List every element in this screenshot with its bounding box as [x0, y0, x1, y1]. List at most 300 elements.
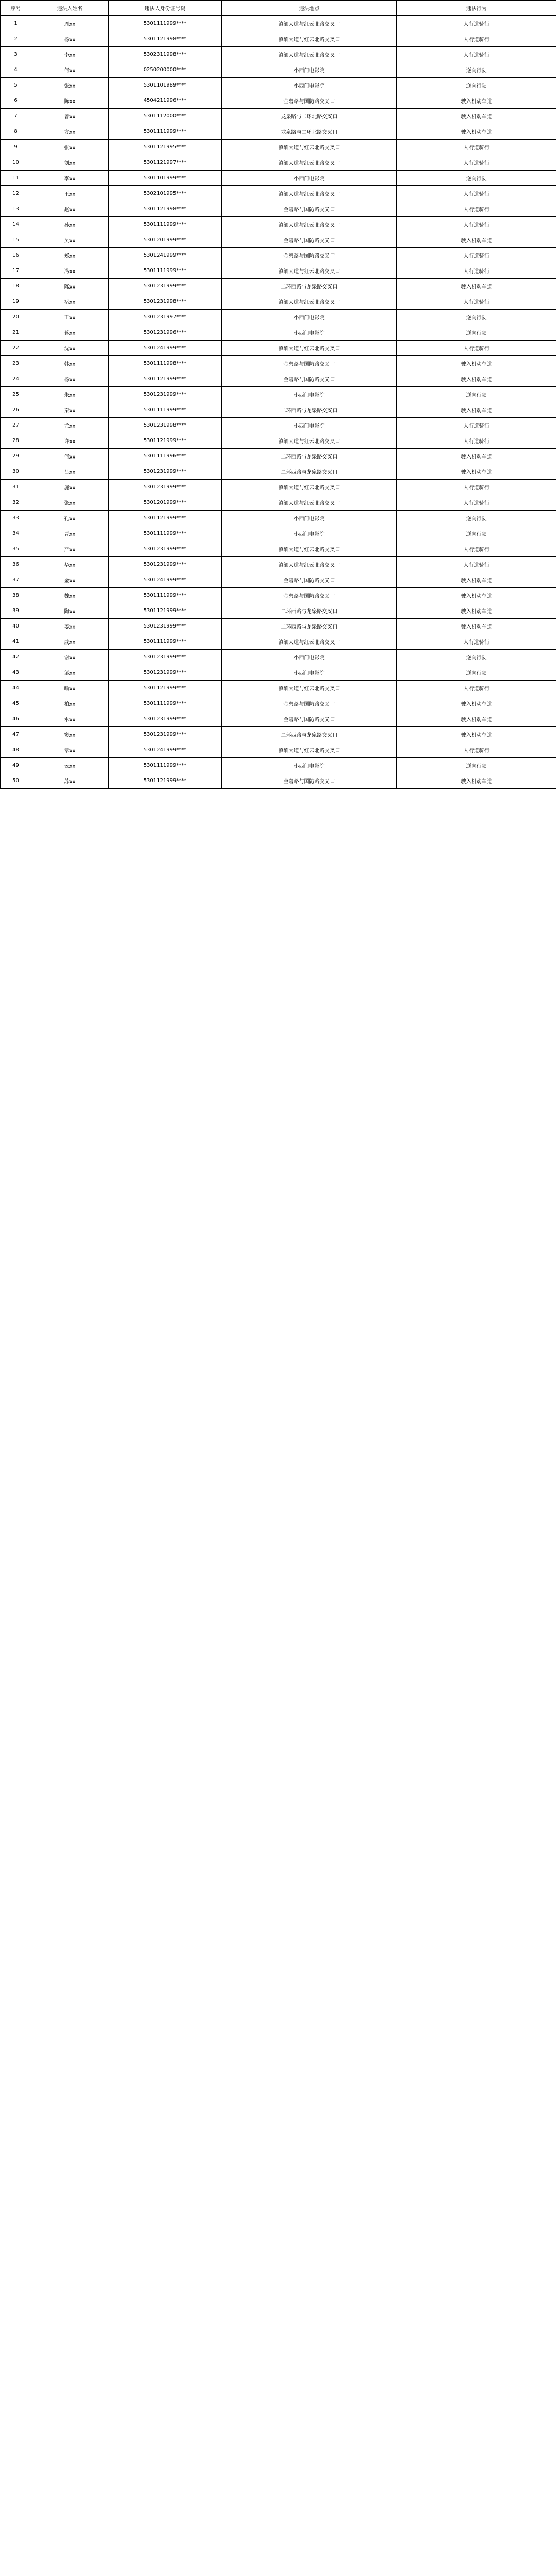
cell-violation-behavior: 驶入机动车道: [397, 93, 556, 109]
cell-violation-behavior: 驶入机动车道: [397, 232, 556, 248]
cell-violator-name: 方xx: [31, 124, 109, 140]
cell-violation-location: 金碧路与国防路交叉口: [222, 248, 397, 263]
cell-violator-id-number: 5301101999****: [109, 171, 222, 186]
cell-violator-name: 孔xx: [31, 511, 109, 526]
cell-violation-behavior: 人行道骑行: [397, 248, 556, 263]
cell-violation-location: 小西门电影院: [222, 526, 397, 541]
cell-violator-name: 何xx: [31, 449, 109, 464]
header-violator-name: 违法人姓名: [31, 1, 109, 16]
header-row: [1, 1, 556, 16]
cell-violator-id-number: 5301231998****: [109, 418, 222, 433]
table-row: [1, 387, 556, 402]
header-violation-behavior: 违法行为: [397, 1, 556, 16]
cell-violator-name: 谢xx: [31, 650, 109, 665]
cell-violator-id-number: 5301121995****: [109, 140, 222, 155]
cell-violation-location: 小西门电影院: [222, 511, 397, 526]
cell-violator-id-number: 5301111999****: [109, 402, 222, 418]
table-body: [1, 16, 556, 789]
cell-index: 15: [1, 232, 31, 248]
cell-violator-name: 张xx: [31, 140, 109, 155]
cell-violator-name: 章xx: [31, 742, 109, 758]
cell-index: 30: [1, 464, 31, 480]
table-row: [1, 78, 556, 93]
cell-violator-id-number: 5301241999****: [109, 742, 222, 758]
table-row: [1, 232, 556, 248]
cell-violation-location: 滇缅大道与红云北路交叉口: [222, 155, 397, 171]
cell-violation-behavior: 人行道骑行: [397, 217, 556, 232]
table-row: [1, 402, 556, 418]
cell-violator-id-number: 5301201999****: [109, 232, 222, 248]
cell-violator-name: 郑xx: [31, 248, 109, 263]
cell-violator-name: 李xx: [31, 47, 109, 62]
cell-violation-behavior: 人行道骑行: [397, 433, 556, 449]
cell-violation-location: 小西门电影院: [222, 78, 397, 93]
cell-violator-name: 陶xx: [31, 603, 109, 619]
cell-violator-id-number: 5301231999****: [109, 279, 222, 294]
cell-violation-location: 金碧路与国防路交叉口: [222, 696, 397, 711]
cell-violator-name: 孙xx: [31, 217, 109, 232]
cell-violation-behavior: 逆向行驶: [397, 325, 556, 341]
cell-violation-location: 金碧路与国防路交叉口: [222, 356, 397, 371]
cell-violator-id-number: 5301111998****: [109, 356, 222, 371]
table-row: [1, 603, 556, 619]
table-row: [1, 186, 556, 201]
table-row: [1, 588, 556, 603]
cell-violator-id-number: 5301241999****: [109, 248, 222, 263]
cell-violator-id-number: 5301231999****: [109, 711, 222, 727]
table-row: [1, 665, 556, 681]
cell-violation-location: 小西门电影院: [222, 171, 397, 186]
cell-index: 42: [1, 650, 31, 665]
cell-violation-behavior: 人行道骑行: [397, 742, 556, 758]
cell-violation-location: 二环西路与龙泉路交叉口: [222, 402, 397, 418]
cell-violator-name: 杨xx: [31, 371, 109, 387]
cell-violator-id-number: 5301111999****: [109, 124, 222, 140]
cell-violator-id-number: 5301241999****: [109, 341, 222, 356]
cell-violator-name: 何xx: [31, 62, 109, 78]
cell-violation-behavior: 逆向行驶: [397, 387, 556, 402]
cell-violator-name: 周xx: [31, 16, 109, 31]
cell-violation-behavior: 人行道骑行: [397, 201, 556, 217]
cell-index: 46: [1, 711, 31, 727]
cell-violation-location: 滇缅大道与红云北路交叉口: [222, 263, 397, 279]
cell-violation-location: 二环西路与龙泉路交叉口: [222, 603, 397, 619]
table-row: [1, 140, 556, 155]
cell-violation-location: 小西门电影院: [222, 310, 397, 325]
cell-index: 8: [1, 124, 31, 140]
cell-index: 36: [1, 557, 31, 572]
cell-violation-behavior: 逆向行驶: [397, 78, 556, 93]
table-row: [1, 758, 556, 773]
cell-violation-behavior: 驶入机动车道: [397, 464, 556, 480]
cell-violation-behavior: 人行道骑行: [397, 31, 556, 47]
cell-violation-behavior: 驶入机动车道: [397, 449, 556, 464]
cell-violator-id-number: 5301231999****: [109, 619, 222, 634]
table-row: [1, 248, 556, 263]
cell-violation-behavior: 人行道骑行: [397, 541, 556, 557]
cell-violator-id-number: 5301112000****: [109, 109, 222, 124]
cell-index: 23: [1, 356, 31, 371]
table-row: [1, 124, 556, 140]
table-header: [1, 1, 556, 16]
cell-violator-name: 赵xx: [31, 201, 109, 217]
cell-index: 10: [1, 155, 31, 171]
cell-index: 26: [1, 402, 31, 418]
cell-index: 1: [1, 16, 31, 31]
table-row: [1, 511, 556, 526]
cell-violator-id-number: 5301241999****: [109, 572, 222, 588]
table-row: [1, 93, 556, 109]
cell-violation-behavior: 逆向行驶: [397, 171, 556, 186]
cell-index: 43: [1, 665, 31, 681]
cell-index: 21: [1, 325, 31, 341]
cell-violation-behavior: 驶入机动车道: [397, 727, 556, 742]
cell-violation-location: 滇缅大道与红云北路交叉口: [222, 186, 397, 201]
cell-violator-name: 张xx: [31, 78, 109, 93]
cell-violation-behavior: 驶入机动车道: [397, 619, 556, 634]
cell-violator-id-number: 5301231999****: [109, 464, 222, 480]
cell-index: 35: [1, 541, 31, 557]
cell-index: 31: [1, 480, 31, 495]
cell-index: 18: [1, 279, 31, 294]
cell-violator-id-number: 5301121999****: [109, 773, 222, 789]
cell-violator-name: 王xx: [31, 186, 109, 201]
cell-violator-id-number: 5301231999****: [109, 480, 222, 495]
cell-violator-id-number: 5301231998****: [109, 294, 222, 310]
cell-violation-location: 金碧路与国防路交叉口: [222, 711, 397, 727]
cell-index: 47: [1, 727, 31, 742]
cell-violator-id-number: 5301121997****: [109, 155, 222, 171]
cell-index: 3: [1, 47, 31, 62]
cell-violation-location: 滇缅大道与红云北路交叉口: [222, 217, 397, 232]
cell-index: 44: [1, 681, 31, 696]
cell-index: 33: [1, 511, 31, 526]
cell-violation-behavior: 驶入机动车道: [397, 279, 556, 294]
table-row: [1, 356, 556, 371]
cell-violator-id-number: 5301121999****: [109, 371, 222, 387]
cell-violator-id-number: 5301111999****: [109, 526, 222, 541]
cell-index: 5: [1, 78, 31, 93]
cell-violator-name: 尤xx: [31, 418, 109, 433]
header-violator-id-number: 违法人身份证号码: [109, 1, 222, 16]
cell-violation-location: 金碧路与国防路交叉口: [222, 773, 397, 789]
cell-violator-name: 施xx: [31, 480, 109, 495]
cell-violation-location: 滇缅大道与红云北路交叉口: [222, 433, 397, 449]
cell-violation-location: 小西门电影院: [222, 418, 397, 433]
cell-index: 34: [1, 526, 31, 541]
cell-violation-behavior: 人行道骑行: [397, 634, 556, 650]
cell-index: 12: [1, 186, 31, 201]
table-row: [1, 31, 556, 47]
cell-violation-behavior: 逆向行驶: [397, 758, 556, 773]
cell-violation-location: 二环西路与龙泉路交叉口: [222, 727, 397, 742]
cell-violation-behavior: 驶入机动车道: [397, 588, 556, 603]
cell-violator-id-number: 5301231999****: [109, 387, 222, 402]
cell-violator-id-number: 5301121998****: [109, 201, 222, 217]
table-row: [1, 449, 556, 464]
table-row: [1, 325, 556, 341]
cell-index: 4: [1, 62, 31, 78]
cell-violation-behavior: 驶入机动车道: [397, 124, 556, 140]
cell-violator-id-number: 5301231997****: [109, 310, 222, 325]
cell-violation-location: 小西门电影院: [222, 325, 397, 341]
cell-violator-id-number: 5302311998****: [109, 47, 222, 62]
cell-violator-name: 戚xx: [31, 634, 109, 650]
table-row: [1, 433, 556, 449]
cell-violator-name: 吴xx: [31, 232, 109, 248]
cell-violator-id-number: 5301111999****: [109, 588, 222, 603]
cell-violator-name: 陈xx: [31, 93, 109, 109]
table-row: [1, 696, 556, 711]
table-row: [1, 201, 556, 217]
cell-violator-name: 严xx: [31, 541, 109, 557]
cell-violator-name: 陈xx: [31, 279, 109, 294]
cell-violation-location: 滇缅大道与红云北路交叉口: [222, 495, 397, 511]
cell-violation-behavior: 逆向行驶: [397, 650, 556, 665]
cell-index: 20: [1, 310, 31, 325]
table-row: [1, 464, 556, 480]
table-row: [1, 109, 556, 124]
cell-violation-location: 金碧路与国防路交叉口: [222, 588, 397, 603]
cell-violation-behavior: 逆向行驶: [397, 310, 556, 325]
table-row: [1, 47, 556, 62]
cell-violation-behavior: 人行道骑行: [397, 186, 556, 201]
cell-violator-name: 云xx: [31, 758, 109, 773]
table-row: [1, 711, 556, 727]
cell-index: 38: [1, 588, 31, 603]
cell-violation-location: 二环西路与龙泉路交叉口: [222, 279, 397, 294]
cell-violator-name: 邹xx: [31, 665, 109, 681]
violation-table: [0, 0, 556, 789]
cell-index: 41: [1, 634, 31, 650]
cell-violation-location: 龙泉路与二环北路交叉口: [222, 124, 397, 140]
table-row: [1, 619, 556, 634]
cell-index: 6: [1, 93, 31, 109]
cell-violator-id-number: 5301231999****: [109, 727, 222, 742]
table-row: [1, 294, 556, 310]
cell-violator-id-number: 5301201999****: [109, 495, 222, 511]
cell-index: 45: [1, 696, 31, 711]
cell-violator-name: 苏xx: [31, 773, 109, 789]
table-row: [1, 681, 556, 696]
cell-violator-id-number: 5301111996****: [109, 449, 222, 464]
table-row: [1, 727, 556, 742]
cell-index: 16: [1, 248, 31, 263]
cell-violation-location: 滇缅大道与红云北路交叉口: [222, 634, 397, 650]
cell-violator-name: 朱xx: [31, 387, 109, 402]
cell-violation-behavior: 人行道骑行: [397, 263, 556, 279]
cell-violation-location: 金碧路与国防路交叉口: [222, 201, 397, 217]
cell-index: 37: [1, 572, 31, 588]
table-row: [1, 16, 556, 31]
cell-violation-location: 二环西路与龙泉路交叉口: [222, 464, 397, 480]
cell-index: 11: [1, 171, 31, 186]
cell-violator-name: 刘xx: [31, 155, 109, 171]
cell-violator-id-number: 5301121999****: [109, 433, 222, 449]
table-row: [1, 526, 556, 541]
cell-violator-id-number: 5301231999****: [109, 541, 222, 557]
cell-violator-name: 李xx: [31, 171, 109, 186]
cell-violation-location: 滇缅大道与红云北路交叉口: [222, 47, 397, 62]
cell-violator-name: 姜xx: [31, 619, 109, 634]
cell-violator-name: 冯xx: [31, 263, 109, 279]
table-row: [1, 155, 556, 171]
cell-violator-id-number: 5301111999****: [109, 696, 222, 711]
cell-violation-behavior: 逆向行驶: [397, 62, 556, 78]
cell-violation-behavior: 逆向行驶: [397, 665, 556, 681]
cell-violation-location: 小西门电影院: [222, 387, 397, 402]
cell-violation-behavior: 人行道骑行: [397, 341, 556, 356]
table-row: [1, 217, 556, 232]
cell-index: 28: [1, 433, 31, 449]
cell-violation-behavior: 人行道骑行: [397, 155, 556, 171]
table-row: [1, 341, 556, 356]
cell-violator-id-number: 5301111999****: [109, 217, 222, 232]
cell-violation-location: 小西门电影院: [222, 62, 397, 78]
cell-index: 25: [1, 387, 31, 402]
cell-violator-name: 曹xx: [31, 526, 109, 541]
cell-violator-id-number: 4504211996****: [109, 93, 222, 109]
cell-violation-location: 滇缅大道与红云北路交叉口: [222, 16, 397, 31]
cell-violator-name: 水xx: [31, 711, 109, 727]
cell-index: 32: [1, 495, 31, 511]
table-row: [1, 541, 556, 557]
cell-violator-id-number: 5301231999****: [109, 557, 222, 572]
cell-violation-location: 龙泉路与二环北路交叉口: [222, 109, 397, 124]
cell-violator-id-number: 5301231999****: [109, 650, 222, 665]
cell-violator-name: 华xx: [31, 557, 109, 572]
cell-index: 40: [1, 619, 31, 634]
cell-index: 48: [1, 742, 31, 758]
cell-violator-name: 卫xx: [31, 310, 109, 325]
cell-violation-behavior: 人行道骑行: [397, 418, 556, 433]
cell-index: 2: [1, 31, 31, 47]
cell-violator-name: 沈xx: [31, 341, 109, 356]
table-row: [1, 557, 556, 572]
cell-index: 29: [1, 449, 31, 464]
cell-violation-location: 金碧路与国防路交叉口: [222, 232, 397, 248]
table-row: [1, 634, 556, 650]
cell-violation-location: 小西门电影院: [222, 650, 397, 665]
cell-violator-name: 窦xx: [31, 727, 109, 742]
table-row: [1, 742, 556, 758]
cell-violator-name: 金xx: [31, 572, 109, 588]
cell-index: 14: [1, 217, 31, 232]
cell-violation-behavior: 人行道骑行: [397, 140, 556, 155]
cell-violation-behavior: 驶入机动车道: [397, 572, 556, 588]
cell-violation-location: 滇缅大道与红云北路交叉口: [222, 480, 397, 495]
cell-violator-id-number: 5301121998****: [109, 31, 222, 47]
cell-violation-behavior: 逆向行驶: [397, 526, 556, 541]
cell-violation-location: 二环西路与龙泉路交叉口: [222, 619, 397, 634]
table-row: [1, 480, 556, 495]
cell-violation-location: 滇缅大道与红云北路交叉口: [222, 557, 397, 572]
table-row: [1, 171, 556, 186]
cell-violator-id-number: 5301121999****: [109, 511, 222, 526]
cell-violation-location: 滇缅大道与红云北路交叉口: [222, 742, 397, 758]
cell-violator-id-number: 5301111999****: [109, 758, 222, 773]
cell-index: 22: [1, 341, 31, 356]
cell-violator-id-number: 5301111999****: [109, 263, 222, 279]
table-row: [1, 263, 556, 279]
cell-index: 17: [1, 263, 31, 279]
cell-violator-id-number: 5301121999****: [109, 603, 222, 619]
cell-index: 49: [1, 758, 31, 773]
cell-index: 50: [1, 773, 31, 789]
cell-violator-name: 蒋xx: [31, 325, 109, 341]
cell-violator-id-number: 5301231996****: [109, 325, 222, 341]
cell-violation-behavior: 逆向行驶: [397, 511, 556, 526]
cell-violation-behavior: 人行道骑行: [397, 681, 556, 696]
cell-index: 9: [1, 140, 31, 155]
cell-violation-location: 小西门电影院: [222, 758, 397, 773]
cell-violator-name: 褚xx: [31, 294, 109, 310]
cell-violator-name: 喻xx: [31, 681, 109, 696]
cell-index: 27: [1, 418, 31, 433]
table-row: [1, 279, 556, 294]
cell-violator-id-number: 5302101995****: [109, 186, 222, 201]
table-row: [1, 773, 556, 789]
cell-violation-behavior: 人行道骑行: [397, 480, 556, 495]
header-index: 序号: [1, 1, 31, 16]
cell-violation-behavior: 驶入机动车道: [397, 696, 556, 711]
cell-index: 24: [1, 371, 31, 387]
table-row: [1, 418, 556, 433]
cell-violation-location: 滇缅大道与红云北路交叉口: [222, 294, 397, 310]
cell-violation-location: 金碧路与国防路交叉口: [222, 572, 397, 588]
cell-violation-location: 二环西路与龙泉路交叉口: [222, 449, 397, 464]
cell-violation-behavior: 驶入机动车道: [397, 109, 556, 124]
cell-violator-name: 杨xx: [31, 31, 109, 47]
cell-violation-behavior: 驶入机动车道: [397, 356, 556, 371]
cell-violator-name: 魏xx: [31, 588, 109, 603]
cell-violation-location: 滇缅大道与红云北路交叉口: [222, 341, 397, 356]
cell-violation-location: 滇缅大道与红云北路交叉口: [222, 31, 397, 47]
cell-violator-id-number: 5301101989****: [109, 78, 222, 93]
cell-violator-name: 许xx: [31, 433, 109, 449]
cell-violation-behavior: 人行道骑行: [397, 294, 556, 310]
cell-violator-id-number: 5301121999****: [109, 681, 222, 696]
table-row: [1, 62, 556, 78]
cell-violator-name: 吕xx: [31, 464, 109, 480]
header-violation-location: 违法地点: [222, 1, 397, 16]
cell-violation-behavior: 驶入机动车道: [397, 402, 556, 418]
cell-violator-name: 韩xx: [31, 356, 109, 371]
cell-index: 39: [1, 603, 31, 619]
table-row: [1, 650, 556, 665]
cell-violation-behavior: 驶入机动车道: [397, 603, 556, 619]
cell-violation-location: 滇缅大道与红云北路交叉口: [222, 541, 397, 557]
cell-violation-behavior: 驶入机动车道: [397, 711, 556, 727]
cell-violation-location: 滇缅大道与红云北路交叉口: [222, 681, 397, 696]
cell-violation-location: 金碧路与国防路交叉口: [222, 93, 397, 109]
cell-violation-behavior: 人行道骑行: [397, 47, 556, 62]
table-row: [1, 495, 556, 511]
cell-violation-behavior: 人行道骑行: [397, 495, 556, 511]
cell-violator-id-number: 0250200000****: [109, 62, 222, 78]
cell-violation-location: 小西门电影院: [222, 665, 397, 681]
table-row: [1, 371, 556, 387]
table-row: [1, 310, 556, 325]
cell-index: 19: [1, 294, 31, 310]
cell-violator-id-number: 5301231999****: [109, 665, 222, 681]
table-row: [1, 572, 556, 588]
cell-violator-name: 秦xx: [31, 402, 109, 418]
cell-violation-location: 金碧路与国防路交叉口: [222, 371, 397, 387]
cell-violation-behavior: 驶入机动车道: [397, 773, 556, 789]
cell-violation-behavior: 人行道骑行: [397, 557, 556, 572]
cell-violator-name: 曾xx: [31, 109, 109, 124]
